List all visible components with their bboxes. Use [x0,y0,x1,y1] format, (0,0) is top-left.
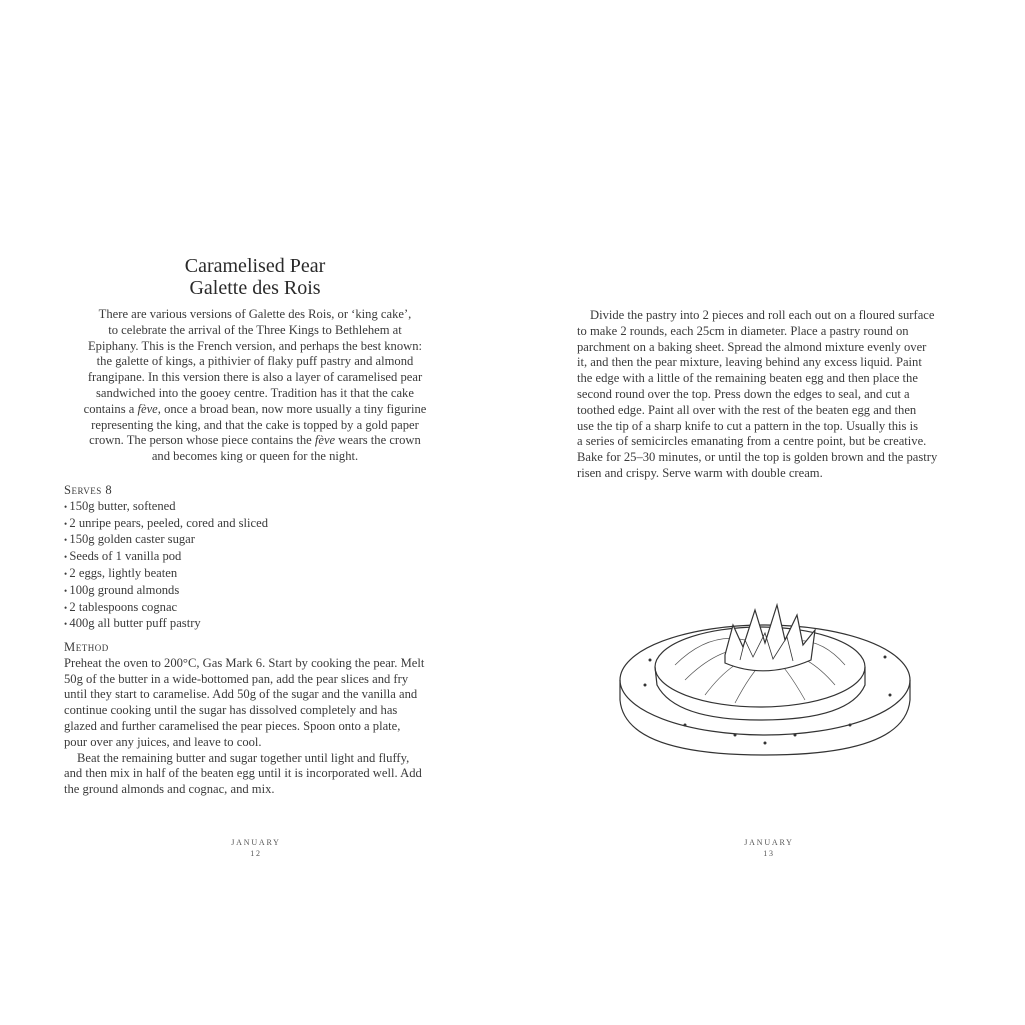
ingredient-item: • 400g all butter puff pastry [64,616,201,631]
text-line: continue cooking until the sugar has dissolved completely and has [64,703,398,718]
method-text [64,656,424,798]
text-line: it, and then the pear mixture, leaving behind any excess liquid. Paint [577,355,922,370]
text-line: to make 2 rounds, each 25cm in diameter. Place a pastry round on [577,323,909,338]
ingredient-item: • 100g ground almonds [64,582,180,597]
bullet-icon: • [64,552,70,563]
folio-month: JANUARY [231,838,281,847]
ingredient-item: • Seeds of 1 vanilla pod [64,549,182,564]
bullet-icon: • [64,568,70,579]
ingredient-list [64,499,268,633]
text-line: representing the king, and that the cake is topped by a gold paper [91,417,419,432]
text-line: the edge with a little of the remaining beaten egg and then place the [577,371,918,386]
page-number: 12 [250,849,262,858]
ingredient-item: • 2 unripe pears, peeled, cored and sliced [64,515,269,530]
bullet-icon: • [64,518,70,529]
text-line: sandwiched into the gooey centre. Tradition has it that the cake [96,385,414,400]
text-line: the galette of kings, a pithivier of flaky puff pastry and almond [96,354,414,369]
ingredient-item: • 2 eggs, lightly beaten [64,565,178,580]
method-heading: Method [64,640,109,654]
method-continued [577,308,937,482]
text-line: frangipane. In this version there is also a layer of caramelised pear [87,370,423,385]
recipe-intro [58,307,452,465]
folio-right [709,837,829,859]
text-line: and becomes king or queen for the night. [151,449,359,464]
text-line: use the tip of a sharp knife to cut a pattern in the top. Usually this is [577,418,919,433]
text-line: glazed and further caramelised the pear pieces. Spoon onto a plate, [64,718,401,733]
recipe-title [58,255,452,299]
text-line: crown. The person whose piece contains the fève wears the crown [89,433,421,448]
text-line: until they start to caramelise. Add 50g of the sugar and the vanilla and [64,687,418,702]
text-line: a series of semicircles emanating from a centre point, but be creative. [577,434,927,449]
bullet-icon: • [64,602,70,613]
galette-illustration [615,585,920,760]
page-number: 13 [763,849,775,858]
text-line: Epiphany. This is the French version, and perhaps the best known: [87,338,423,353]
text-line: toothed edge. Paint all over with the rest of the beaten egg and then [577,402,917,417]
text-line: risen and crispy. Serve warm with double cream. [577,465,823,480]
text-line: second round over the top. Press down the edges to seal, and cut a [577,386,910,401]
serves-heading: Serves 8 [64,483,113,497]
text-line: pour over any juices, and leave to cool. [64,734,262,749]
text-line: and then mix in half of the beaten egg until it is incorporated well. Add [64,766,422,781]
text-line: Divide the pastry into 2 pieces and roll each out on a floured surface [590,308,935,322]
right-page [512,0,1025,1025]
text-line: Beat the remaining butter and sugar together until light and fluffy, [77,750,410,765]
title-line: Galette des Rois [189,277,321,299]
ingredient-item: • 150g golden caster sugar [64,532,195,547]
text-line: the ground almonds and cognac, and mix. [64,782,275,797]
text-line: Bake for 25–30 minutes, or until the top is golden brown and the pastry [577,450,938,465]
ingredient-item: • 2 tablespoons cognac [64,599,178,614]
text-line: 50g of the butter in a wide-bottomed pan, add the pear slices and fry [64,671,409,686]
text-line: contains a fève, once a broad bean, now more usually a tiny figurine [83,401,427,416]
left-page [0,0,512,1025]
bullet-icon: • [64,535,70,546]
method-section [64,640,424,798]
bullet-icon: • [64,585,70,596]
ingredients-section [64,483,268,633]
ingredient-item: • 150g butter, softened [64,498,176,513]
text-line: parchment on a baking sheet. Spread the almond mixture evenly over [577,339,927,354]
text-line: Preheat the oven to 200°C, Gas Mark 6. Start by cooking the pear. Melt [64,655,425,670]
text-line: to celebrate the arrival of the Three Kings to Bethlehem at [108,322,402,337]
folio-month: JANUARY [744,838,794,847]
folio-left [196,837,316,859]
title-line: Caramelised Pear [184,255,326,277]
text-line: There are various versions of Galette des Rois, or ‘king cake’, [98,307,412,321]
bullet-icon: • [64,501,70,512]
bullet-icon: • [64,619,70,630]
